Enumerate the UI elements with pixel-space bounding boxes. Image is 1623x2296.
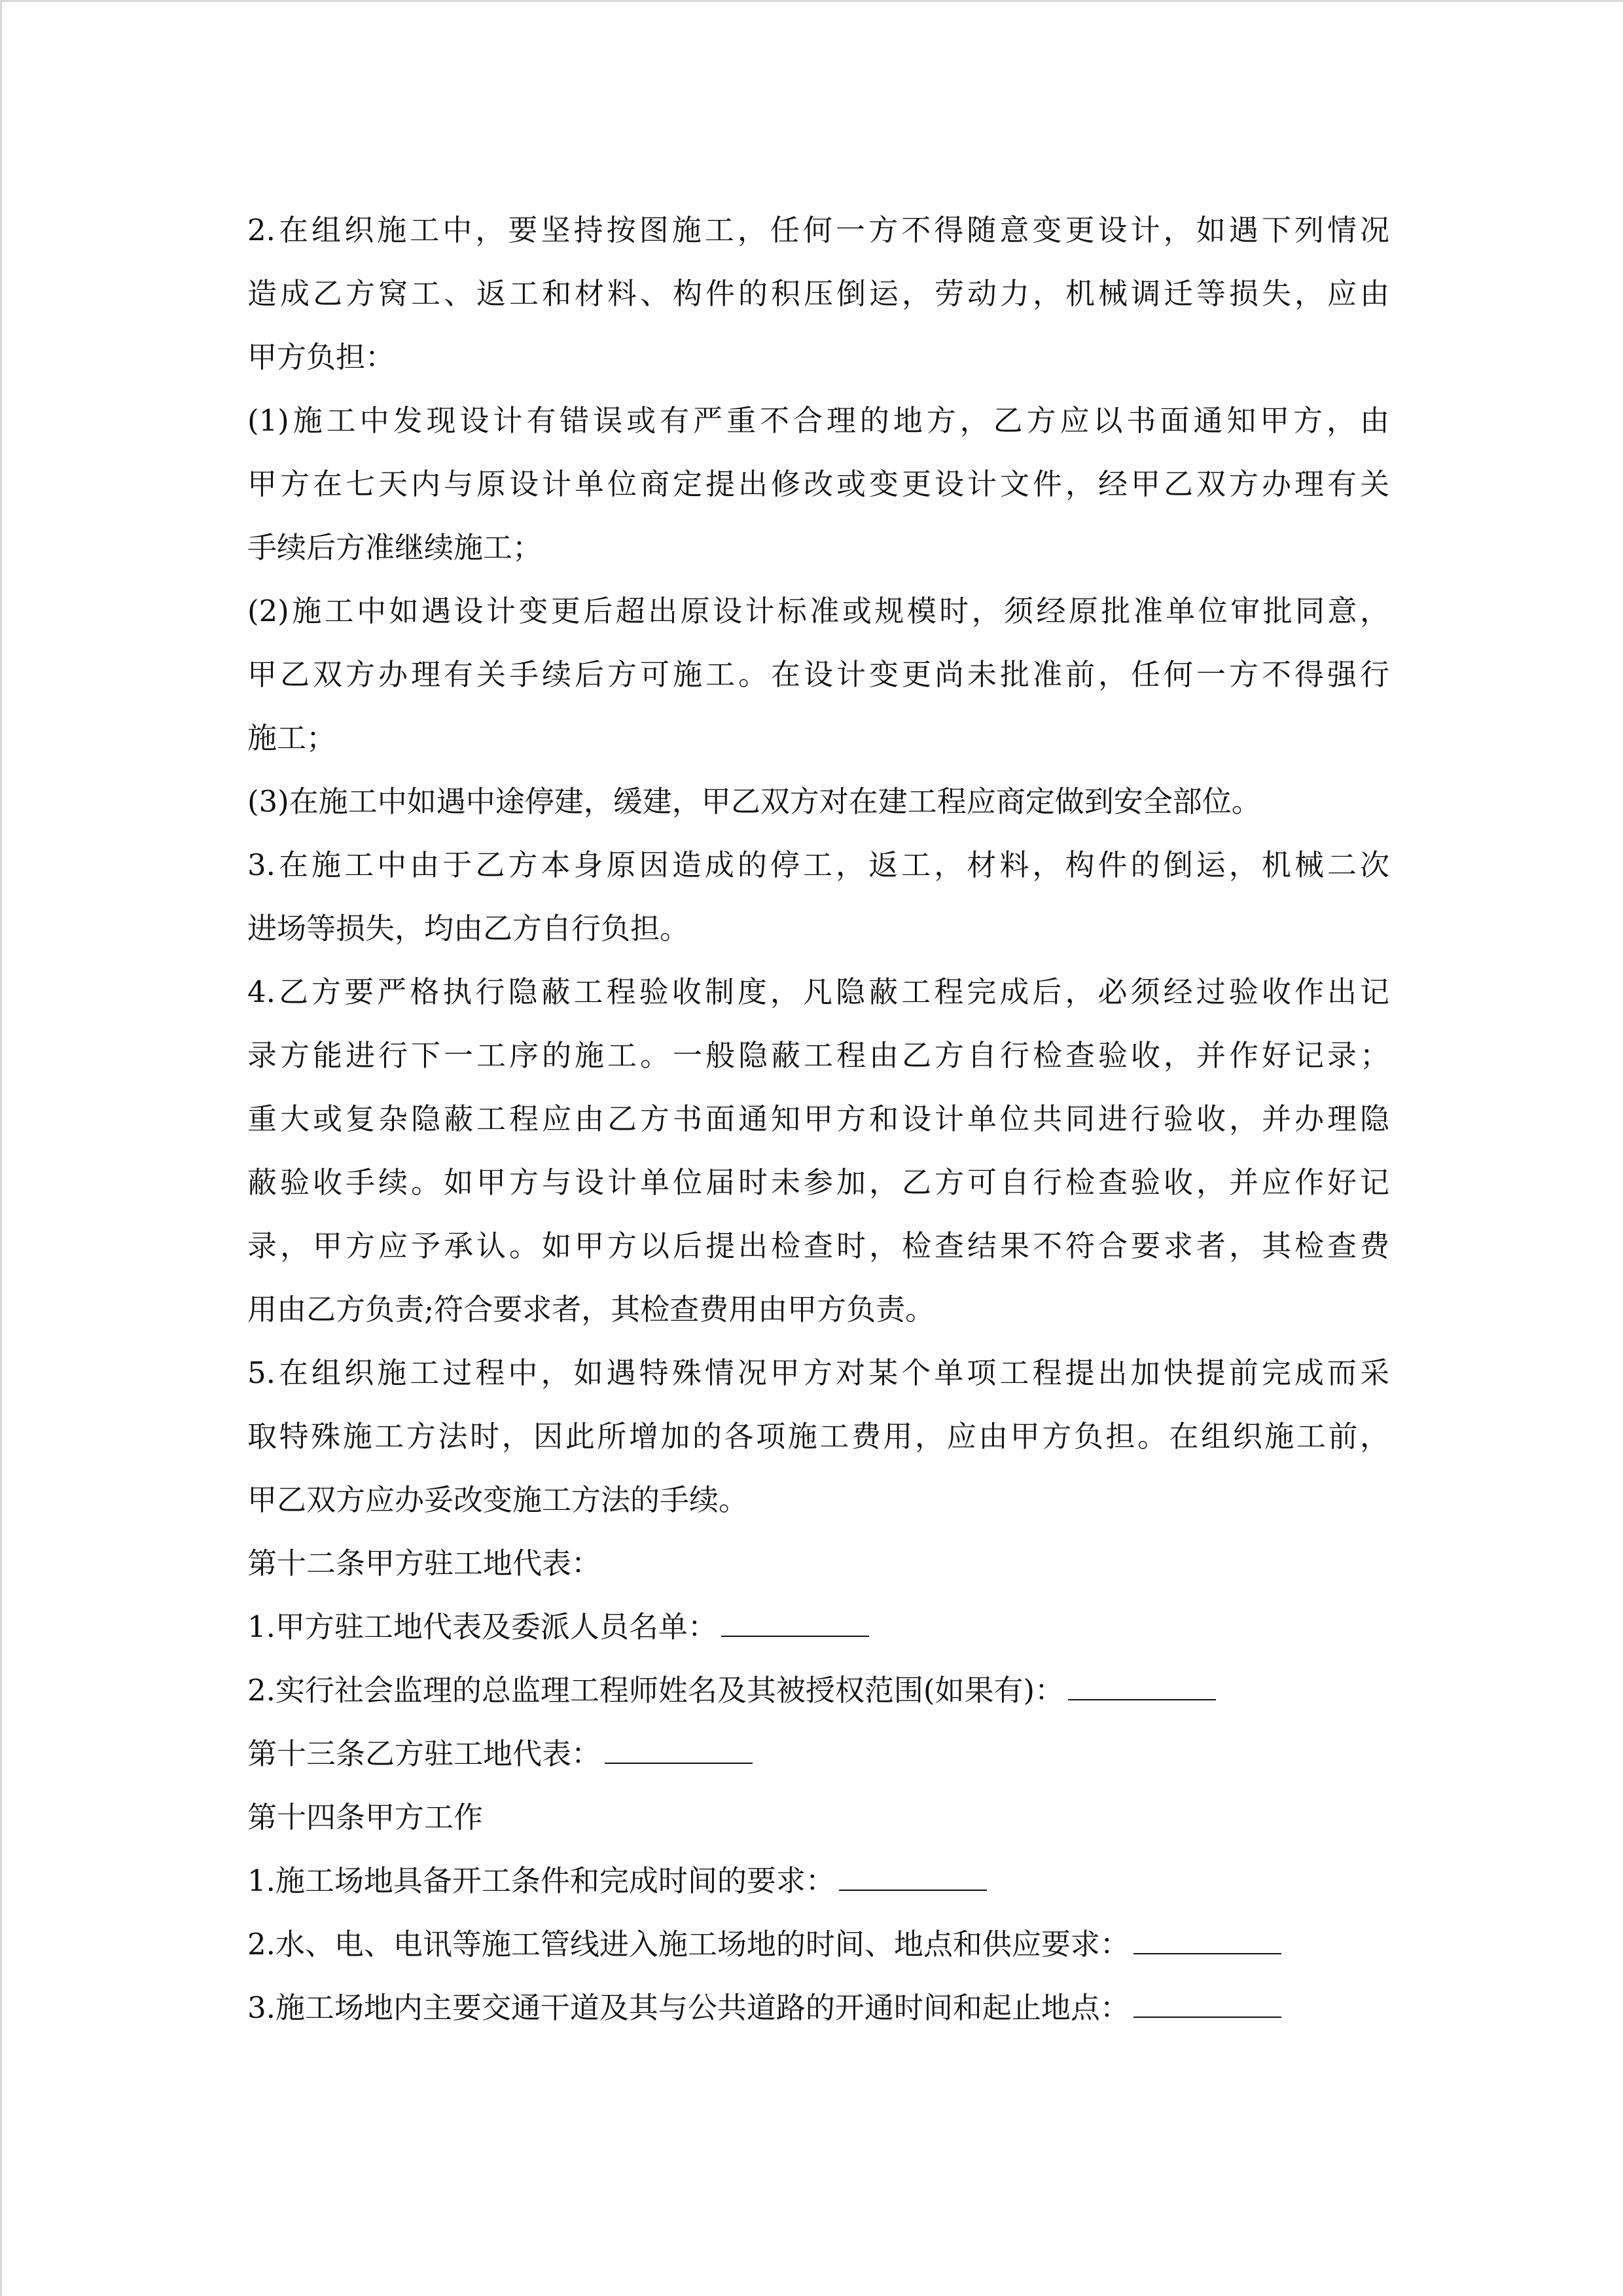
section-heading: 第十三条乙方驻工地代表： <box>247 1722 1389 1785</box>
text-line: 蔽验收手续。如甲方与设计单位届时未参加，乙方可自行检查验收，并应作好记 <box>247 1165 1389 1200</box>
text-line: 录方能进行下一工序的施工。一般隐蔽工程由乙方自行检查验收，并作好记录； <box>247 1038 1389 1073</box>
text-line: 3.在施工中由于乙方本身原因造成的停工，返工，材料，构件的倒运，机械二次 <box>247 848 1389 882</box>
text-line: 进场等损失，均由乙方自行负担。 <box>247 911 690 946</box>
text-line: 2.在组织施工中，要坚持按图施工，任何一方不得随意变更设计，如遇下列情况 <box>247 213 1389 247</box>
text-line: 造成乙方窝工、返工和材料、构件的积压倒运，劳动力，机械调迁等损失，应由 <box>247 276 1389 311</box>
text-line: 2.水、电、电讯等施工管线进入施工场地的时间、地点和供应要求： <box>247 1912 1389 1976</box>
text-line: 手续后方准继续施工； <box>247 530 543 565</box>
text-line: 甲乙双方办理有关手续后方可施工。在设计变更尚未批准前，任何一方不得强行 <box>247 657 1389 692</box>
text-line: 甲方在七天内与原设计单位商定提出修改或变更设计文件，经甲乙双方办理有关 <box>247 467 1389 501</box>
fill-in-blank[interactable] <box>1068 1673 1216 1700</box>
text-line: 甲方负担： <box>247 340 395 374</box>
fill-in-blank[interactable] <box>605 1736 753 1764</box>
text-line: 2.实行社会监理的总监理工程师姓名及其被授权范围(如果有)： <box>247 1659 1389 1722</box>
text-line: 1.施工场地具备开工条件和完成时间的要求： <box>247 1849 1389 1912</box>
fill-in-blank[interactable] <box>1133 1990 1281 2018</box>
text-line: 用由乙方负责;符合要求者，其检查费用由甲方负责。 <box>247 1292 935 1327</box>
text-line: 录，甲方应予承认。如甲方以后提出检查时，检查结果不符合要求者，其检查费 <box>247 1229 1389 1263</box>
text-line: 4.乙方要严格执行隐蔽工程验收制度，凡隐蔽工程完成后，必须经过验收作出记 <box>247 975 1389 1009</box>
text-line: (2)施工中如遇设计变更后超出原设计标准或规模时，须经原批准单位审批同意， <box>247 594 1389 628</box>
text-line: (3)在施工中如遇中途停建，缓建，甲乙双方对在建工程应商定做到安全部位。 <box>247 784 1261 819</box>
text-line: 取特殊施工方法时，因此所增加的各项施工费用，应由甲方负担。在组织施工前， <box>247 1419 1389 1454</box>
fill-in-blank[interactable] <box>839 1863 987 1891</box>
text-line: (1)施工中发现设计有错误或有严重不合理的地方，乙方应以书面通知甲方，由 <box>247 403 1389 438</box>
text-line: 5.在组织施工过程中，如遇特殊情况甲方对某个单项工程提出加快提前完成而采 <box>247 1355 1389 1390</box>
fill-in-blank[interactable] <box>721 1609 869 1637</box>
document-body <box>247 198 1389 2039</box>
text-line: 3.施工场地内主要交通干道及其与公共道路的开通时间和起止地点： <box>247 1976 1389 2039</box>
fill-in-blank[interactable] <box>1133 1927 1281 1954</box>
text-line: 1.甲方驻工地代表及委派人员名单： <box>247 1595 1389 1659</box>
section-heading: 第十四条甲方工作 <box>247 1800 484 1835</box>
text-line: 甲乙双方应办妥改变施工方法的手续。 <box>247 1482 749 1517</box>
text-line: 施工； <box>247 721 336 755</box>
section-heading: 第十二条甲方驻工地代表： <box>247 1546 601 1581</box>
text-line: 重大或复杂隐蔽工程应由乙方书面通知甲方和设计单位共同进行验收，并办理隐 <box>247 1102 1389 1136</box>
